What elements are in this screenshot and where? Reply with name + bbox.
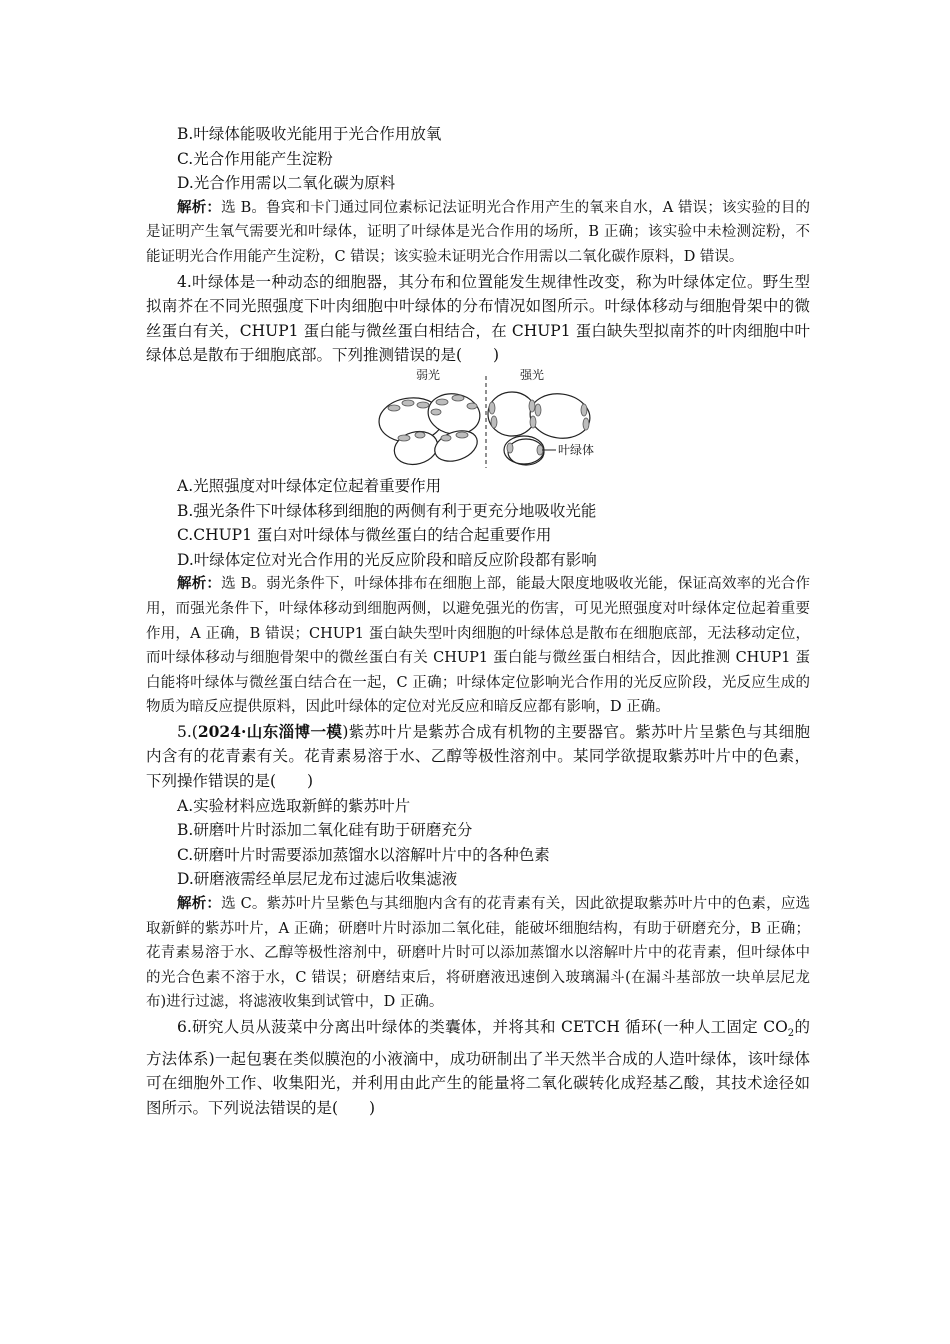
chloroplast-label: 叶绿体 (558, 442, 595, 457)
q5-option-b: B.研磨叶片时添加二氧化硅有助于研磨充分 (177, 821, 473, 840)
q3-analysis (146, 196, 810, 270)
q5-option-d: D.研磨液需经单层尼龙布过滤后收集滤液 (177, 870, 458, 889)
q3-analysis-label: 解析： (177, 198, 222, 216)
q4-figure (146, 367, 810, 470)
q5-analysis-label: 解析： (177, 895, 222, 913)
q3-option-b: B.叶绿体能吸收光能用于光合作用放氧 (177, 125, 442, 143)
q6-stem-part-a: 6.研究人员从菠菜中分离出叶绿体的类囊体，并将其和 CETCH 循环(一种人工固定 CO (177, 1018, 788, 1036)
q4-option-c: C.CHUP1 蛋白对叶绿体与微丝蛋白的结合起重要作用 (177, 526, 552, 545)
q4-option-b: B.强光条件下叶绿体移到细胞的两侧有利于更充分地吸收光能 (177, 501, 597, 520)
q4-option-d: D.叶绿体定位对光合作用的光反应阶段和暗反应阶段都有影响 (177, 550, 597, 569)
q6-stem (146, 1015, 810, 1120)
q6-stem-part-b: 的方法体系)一起包裹在类似膜泡的小液滴中，成功研制出了半天然半合成的人造叶绿体，该叶绿体可在细胞外工作、收集阳光，并利用由此产生的能量将二氧化碳转化成羟基乙酸，其技术途径如图所示。下列说法错误的是( ) (146, 1018, 810, 1117)
q6-stem-subscript: 2 (787, 1028, 795, 1040)
q4-option-a: A.光照强度对叶绿体定位起着重要作用 (177, 476, 442, 495)
q4-stem: 4.叶绿体是一种动态的细胞器，其分布和位置能发生规律性改变，称为叶绿体定位。野生型拟南芥在不同光照强度下叶肉细胞中叶绿体的分布情况如图所示。叶绿体移动与细胞骨架中的微丝蛋白有关，CHUP1 蛋白能与微丝蛋白相结合，在 CHUP1 蛋白缺失型拟南芥的叶肉细胞中叶绿体总是散布于细胞底部。下列推测错误的是( ) (146, 272, 810, 365)
q5-analysis (146, 892, 810, 1015)
document-page (146, 122, 810, 1120)
q5-option-a: A.实验材料应选取新鲜的紫苏叶片 (177, 796, 411, 815)
q4-analysis-label: 解析： (177, 575, 222, 593)
q5-option-c: C.研磨叶片时需要添加蒸馏水以溶解叶片中的各种色素 (177, 845, 550, 864)
q5-number: 5.( (177, 722, 198, 741)
q3-option-d: D.光合作用需以二氧化碳为原料 (177, 174, 396, 193)
strong-light-label: 强光 (520, 367, 545, 382)
q5-stem (146, 720, 810, 794)
q4-analysis-text: 选 B。弱光条件下，叶绿体排布在细胞上部，能最大限度地吸收光能，保证高效率的光合作用，而强光条件下，叶绿体移动到细胞两侧，以避免强光的伤害，可见光照强度对叶绿体定位起着重要作用，A 正确，B 错误；CHUP1 蛋白缺失型叶肉细胞的叶绿体总是散布在细胞底部，无法移动定位，而叶绿体移动与细胞骨架中的微丝蛋白有关 CHUP1 蛋白能与微丝蛋白相结合，因此推测 CHUP1 蛋白能将叶绿体与微丝蛋白结合在一起，C 正确；叶绿体定位影响光合作用的光反应阶段，光反应生成的物质为暗反应提供原料，因此叶绿体的定位对光反应和暗反应都有影响，D 正确。 (146, 576, 810, 716)
q3-option-c: C.光合作用能产生淀粉 (177, 149, 333, 168)
q5-stem-text: )紫苏叶片是紫苏合成有机物的主要器官。紫苏叶片呈紫色与其细胞内含有的花青素有关。花青素易溶于水、乙醇等极性溶剂中。某同学欲提取紫苏叶片中的色素，下列操作错误的是( ) (146, 722, 810, 791)
q3-analysis-text: 选 B。鲁宾和卡门通过同位素标记法证明光合作用产生的氧来自水，A 错误；该实验的目的是证明产生氧气需要光和叶绿体，证明了叶绿体是光合作用的场所，B 正确；该实验中未检测淀粉，不能证明光合作用能产生淀粉，C 错误；该实验未证明光合作用需以二氧化碳作原料，D 错误。 (146, 199, 811, 265)
q5-source: 2024·山东淄博一模 (197, 721, 343, 741)
weak-light-label: 弱光 (416, 367, 441, 382)
q4-analysis (146, 572, 810, 720)
q5-analysis-text: 选 C。紫苏叶片呈紫色与其细胞内含有的花青素有关，因此欲提取紫苏叶片中的色素，应选取新鲜的紫苏叶片，A 正确；研磨叶片时添加二氧化硅，能破坏细胞结构，有助于研磨充分，B 正确；花青素易溶于水、乙醇等极性溶剂中，研磨叶片时可以添加蒸馏水以溶解叶片中的花青素，但叶绿体中的光合色素不溶于水，C 错误；研磨结束后，将研磨液迅速倒入玻璃漏斗(在漏斗基部放一块单层尼龙布)进行过滤，将滤液收集到试管中，D 正确。 (146, 896, 811, 1011)
